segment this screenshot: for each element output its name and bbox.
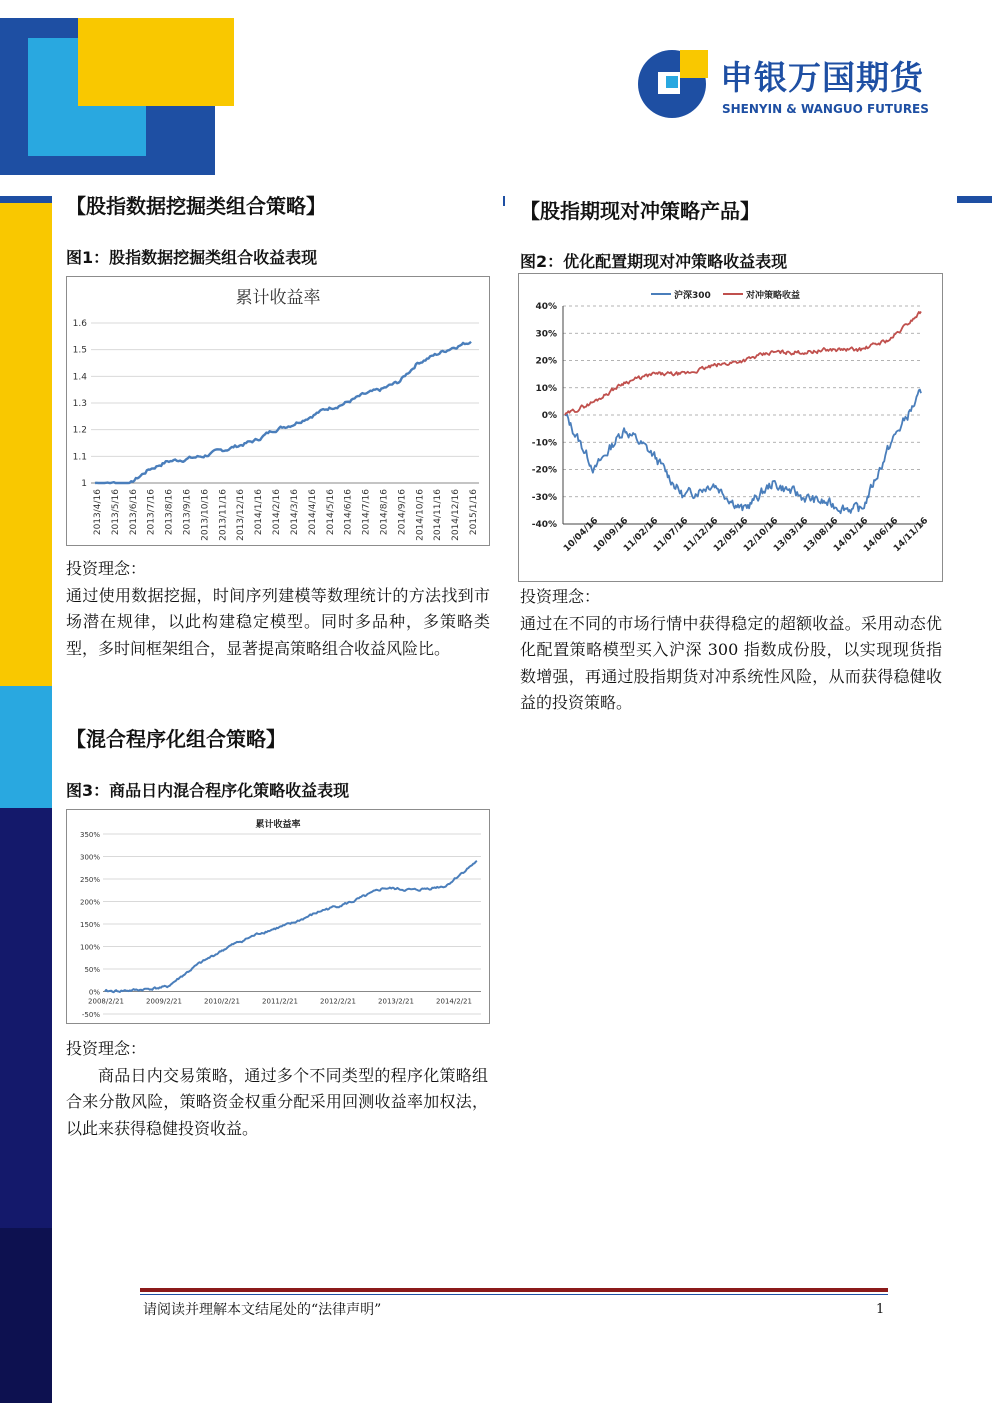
figure2-chart-svg bbox=[519, 274, 942, 581]
chart1-xtick-label: 2013/6/16 bbox=[128, 489, 139, 536]
figure2-caption: 图2：优化配置期现对冲策略收益表现 bbox=[520, 252, 788, 271]
chart3-ytick-label: 300% bbox=[79, 853, 100, 862]
chart1-xtick-label: 2014/3/16 bbox=[289, 489, 300, 536]
figure2-chart bbox=[518, 273, 943, 582]
page-number: 1 bbox=[876, 1302, 885, 1317]
chart1-xtick-label: 2013/9/16 bbox=[182, 489, 193, 536]
chart3-ytick-label: 350% bbox=[79, 831, 100, 839]
band-cyan bbox=[0, 686, 52, 808]
chart3-xtick-label: 2009/2/21 bbox=[146, 997, 182, 1006]
chart1-ytick-label: 1.2 bbox=[72, 425, 87, 436]
figure3-caption: 图3：商品日内混合程序化策略收益表现 bbox=[66, 781, 350, 800]
chart1-xtick-label: 2013/12/16 bbox=[236, 489, 247, 541]
chart2-ytick-label: -40% bbox=[531, 520, 557, 530]
footer-rule-thin bbox=[140, 1294, 888, 1295]
section2-philosophy-text: 通过在不同的市场行情中获得稳定的超额收益。采用动态优化配置策略模型买入沪深 300 指数成份股，以实现现货指数增强，再通过股指期货对冲系统性风险，从而获得稳健收益的投资策略。 bbox=[520, 613, 942, 712]
chart1-ytick-label: 1.5 bbox=[72, 345, 87, 356]
footer-notice: 请阅读并理解本文结尾处的“法律声明” bbox=[143, 1302, 382, 1318]
figure3-chart bbox=[66, 809, 490, 1024]
chart2-series-line-1 bbox=[565, 390, 921, 514]
chart2-xtick-label: 11/02/16 bbox=[622, 515, 661, 555]
band-dark-tail bbox=[0, 1228, 52, 1403]
chart1-xtick-label: 2014/9/16 bbox=[397, 489, 408, 536]
chart2-legend-label: 沪深300 bbox=[674, 291, 711, 301]
chart2-ytick-label: 30% bbox=[535, 329, 557, 340]
chart2-xtick-label: 10/09/16 bbox=[592, 515, 631, 555]
chart1-ytick-label: 1.1 bbox=[72, 452, 87, 463]
section3-philosophy-label: 投资理念： bbox=[66, 1039, 147, 1058]
chart1-xtick-label: 2013/4/16 bbox=[93, 489, 103, 536]
chart2-xtick-label: 13/08/16 bbox=[802, 515, 841, 555]
footer-rule bbox=[140, 1288, 888, 1292]
chart1-xtick-label: 2013/8/16 bbox=[164, 489, 175, 536]
chart1-ytick-label: 1.3 bbox=[72, 399, 87, 409]
chart1-xtick-label: 2014/5/16 bbox=[325, 489, 336, 536]
chart2-xtick-label: 11/07/16 bbox=[652, 515, 691, 555]
chart1-xtick-label: 2013/7/16 bbox=[146, 489, 157, 536]
section3-title: 【混合程序化组合策略】 bbox=[66, 727, 286, 751]
section2-philosophy bbox=[520, 584, 942, 717]
section1-philosophy bbox=[66, 556, 490, 662]
chart3-ytick-label: 250% bbox=[79, 876, 100, 884]
chart2-ytick-label: 0% bbox=[541, 411, 557, 421]
chart2-xtick-label: 10/04/16 bbox=[562, 515, 601, 555]
left-side-band bbox=[0, 196, 52, 1403]
chart1-xtick-label: 2013/10/16 bbox=[200, 489, 211, 541]
chart3-ytick-label: 0% bbox=[88, 988, 100, 997]
chart2-xtick-label: 12/10/16 bbox=[742, 515, 781, 555]
chart2-xtick-label: 14/06/16 bbox=[862, 515, 901, 555]
chart3-xtick-label: 2011/2/21 bbox=[262, 997, 298, 1006]
chart1-ytick-label: 1.4 bbox=[72, 372, 87, 383]
chart1-xtick-label: 2014/2/16 bbox=[272, 489, 283, 536]
chart2-legend-label: 对冲策略收益 bbox=[746, 291, 801, 301]
figure1-caption: 图1：股指数据挖掘类组合收益表现 bbox=[66, 248, 318, 267]
section3-philosophy bbox=[66, 1036, 488, 1142]
chart3-ytick-label: 50% bbox=[84, 966, 100, 974]
chart3-xtick-label: 2013/2/21 bbox=[378, 997, 414, 1006]
chart2-xtick-label: 14/01/16 bbox=[832, 515, 871, 555]
section3-philosophy-text: 商品日内交易策略，通过多个不同类型的程序化策略组合来分散风险，策略资金权重分配采用回测收益率加权法，以此来获得稳健投资收益。 bbox=[66, 1065, 488, 1138]
logo-mark-icon bbox=[636, 46, 712, 120]
header-decoration-graphic bbox=[0, 0, 240, 175]
chart2-ytick-label: 10% bbox=[535, 383, 557, 394]
band-yellow bbox=[0, 203, 52, 686]
chart1-xtick-label: 2014/1/16 bbox=[254, 489, 265, 536]
chart2-ytick-label: -30% bbox=[531, 492, 557, 503]
chart2-xtick-label: 14/11/16 bbox=[892, 515, 931, 555]
chart1-xtick-label: 2013/5/16 bbox=[110, 489, 121, 536]
chart2-ytick-label: 40% bbox=[535, 302, 557, 312]
chart1-xtick-label: 2014/11/16 bbox=[433, 489, 444, 541]
chart1-xtick-label: 2014/4/16 bbox=[307, 489, 318, 536]
column-divider-tick bbox=[503, 196, 505, 206]
chart2-xtick-label: 13/03/16 bbox=[772, 515, 811, 555]
company-logo bbox=[636, 46, 936, 120]
chart3-xtick-label: 2012/2/21 bbox=[320, 997, 356, 1006]
figure1-chart bbox=[66, 276, 490, 546]
logo-name-cn: 申银万国期货 bbox=[720, 58, 924, 97]
chart1-xtick-label: 2014/7/16 bbox=[361, 489, 372, 536]
chart3-title: 累计收益率 bbox=[255, 820, 301, 830]
header-decoration bbox=[0, 0, 240, 175]
section2-philosophy-label: 投资理念： bbox=[520, 587, 601, 606]
chart3-ytick-label: 150% bbox=[79, 921, 100, 929]
band-navy bbox=[0, 808, 52, 1228]
chart3-ytick-label: 200% bbox=[79, 898, 100, 907]
chart2-xtick-label: 12/05/16 bbox=[712, 515, 751, 555]
right-edge-marker bbox=[957, 196, 992, 203]
chart1-xtick-label: 2014/10/16 bbox=[415, 489, 426, 541]
chart1-title: 累计收益率 bbox=[235, 288, 321, 308]
chart1-xtick-label: 2013/11/16 bbox=[218, 489, 229, 541]
section2-title: 【股指期现对冲策略产品】 bbox=[520, 199, 760, 223]
figure1-chart-svg bbox=[67, 277, 489, 545]
chart3-xtick-label: 2010/2/21 bbox=[204, 997, 240, 1006]
chart3-ytick-label: 100% bbox=[79, 943, 100, 952]
chart3-series-line bbox=[105, 861, 477, 992]
chart1-xtick-label: 2014/6/16 bbox=[343, 489, 354, 536]
section1-philosophy-text: 通过使用数据挖掘，时间序列建模等数理统计的方法找到市场潜在规律，以此构建稳定模型。同时多品种，多策略类型，多时间框架组合，显著提高策略组合收益风险比。 bbox=[66, 585, 490, 658]
chart1-series-line bbox=[95, 342, 471, 483]
chart2-xtick-label: 11/12/16 bbox=[682, 515, 721, 555]
section1-title: 【股指数据挖掘类组合策略】 bbox=[66, 194, 326, 218]
chart2-ytick-label: -20% bbox=[531, 465, 557, 476]
chart1-xtick-label: 2014/12/16 bbox=[451, 489, 462, 541]
band-blue bbox=[0, 196, 52, 203]
chart1-xtick-label: 2015/1/16 bbox=[469, 489, 479, 536]
section1-philosophy-label: 投资理念： bbox=[66, 559, 147, 578]
chart3-xtick-label: 2014/2/21 bbox=[436, 997, 472, 1006]
chart3-ytick-label: -50% bbox=[81, 1011, 100, 1019]
chart1-xtick-label: 2014/8/16 bbox=[379, 489, 390, 536]
logo-name-en: SHENYIN & WANGUO FUTURES bbox=[722, 102, 929, 116]
chart1-ytick-label: 1 bbox=[81, 479, 87, 489]
chart2-ytick-label: 20% bbox=[535, 356, 557, 367]
chart2-ytick-label: -10% bbox=[531, 438, 557, 449]
chart2-series-line-2 bbox=[565, 312, 921, 416]
chart1-ytick-label: 1.6 bbox=[72, 319, 87, 329]
figure3-chart-svg bbox=[67, 810, 489, 1023]
chart3-xtick-label: 2008/2/21 bbox=[88, 997, 124, 1006]
